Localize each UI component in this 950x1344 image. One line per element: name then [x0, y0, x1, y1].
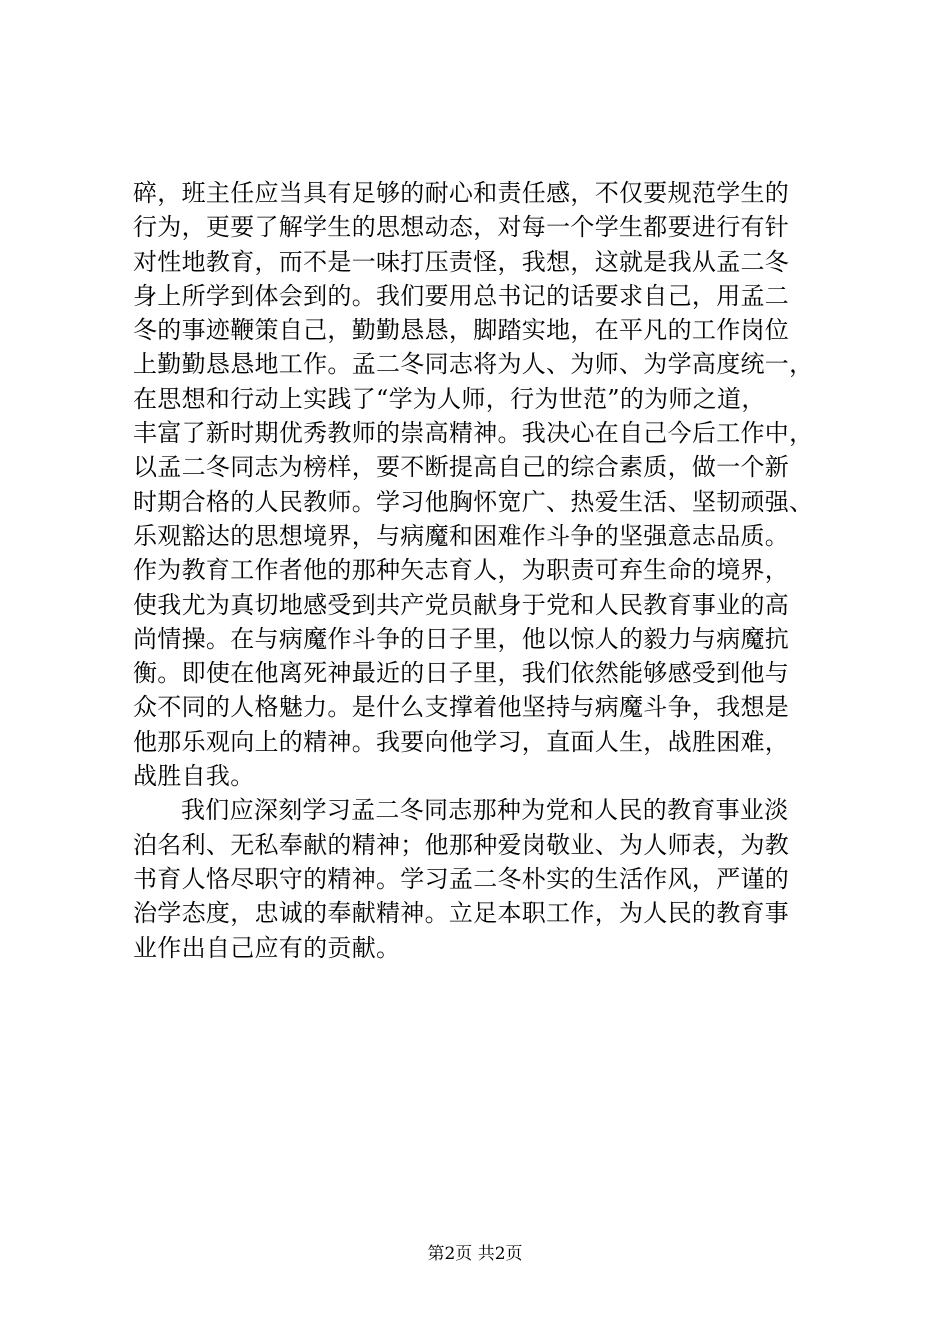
page-footer: 第2页 共2页: [427, 1244, 523, 1264]
text-line: 上勤勤恳恳地工作。孟二冬同志将为人、为师、为学高度统一，: [133, 350, 814, 379]
text-line: 对性地教育，而不是一味打压责怪，我想，这就是我从孟二冬: [133, 247, 790, 276]
text-line: 作为教育工作者他的那种矢志育人，为职责可弃生命的境界，: [133, 556, 790, 585]
paragraph-start-line: 我们应深刻学习孟二冬同志那种为党和人民的教育事业淡: [181, 796, 789, 825]
text-line: 在思想和行动上实践了“学为人师，行为世范”的为师之道，: [133, 384, 766, 413]
text-line: 尚情操。在与病魔作斗争的日子里，他以惊人的毅力与病魔抗: [133, 624, 790, 653]
text-line: 战胜自我。: [133, 762, 255, 791]
body-text: [133, 176, 833, 965]
text-line: 众不同的人格魅力。是什么支撑着他坚持与病魔斗争，我想是: [133, 693, 790, 722]
text-line: 业作出自己应有的贡献。: [133, 933, 401, 962]
text-line: 书育人恪尽职守的精神。学习孟二冬朴实的生活作风，严谨的: [133, 864, 790, 893]
text-line: 身上所学到体会到的。我们要用总书记的话要求自己，用孟二: [133, 281, 790, 310]
text-line: 乐观豁达的思想境界，与病魔和困难作斗争的坚强意志品质。: [133, 521, 790, 550]
text-line: 他那乐观向上的精神。我要向他学习，直面人生，战胜困难，: [133, 727, 790, 756]
text-line: 时期合格的人民教师。学习他胸怀宽广、热爱生活、坚韧顽强、: [133, 487, 814, 516]
text-line: 治学态度，忠诚的奉献精神。立足本职工作，为人民的教育事: [133, 899, 790, 928]
text-line: 衡。即使在他离死神最近的日子里，我们依然能够感受到他与: [133, 659, 790, 688]
text-line: 碎，班主任应当具有足够的耐心和责任感，不仅要规范学生的: [133, 179, 790, 207]
text-line: 以孟二冬同志为榜样，要不断提高自己的综合素质，做一个新: [133, 453, 790, 482]
text-line: 泊名利、无私奉献的精神；他那种爱岗敬业、为人师表，为教: [133, 830, 790, 859]
text-line: 冬的事迹鞭策自己，勤勤恳恳，脚踏实地，在平凡的工作岗位: [133, 316, 790, 345]
text-line: 丰富了新时期优秀教师的崇高精神。我决心在自己今后工作中，: [133, 419, 814, 448]
text-line: 使我尤为真切地感受到共产党员献身于党和人民教育事业的高: [133, 590, 790, 619]
text-line: 行为，更要了解学生的思想动态，对每一个学生都要进行有针: [133, 213, 790, 242]
